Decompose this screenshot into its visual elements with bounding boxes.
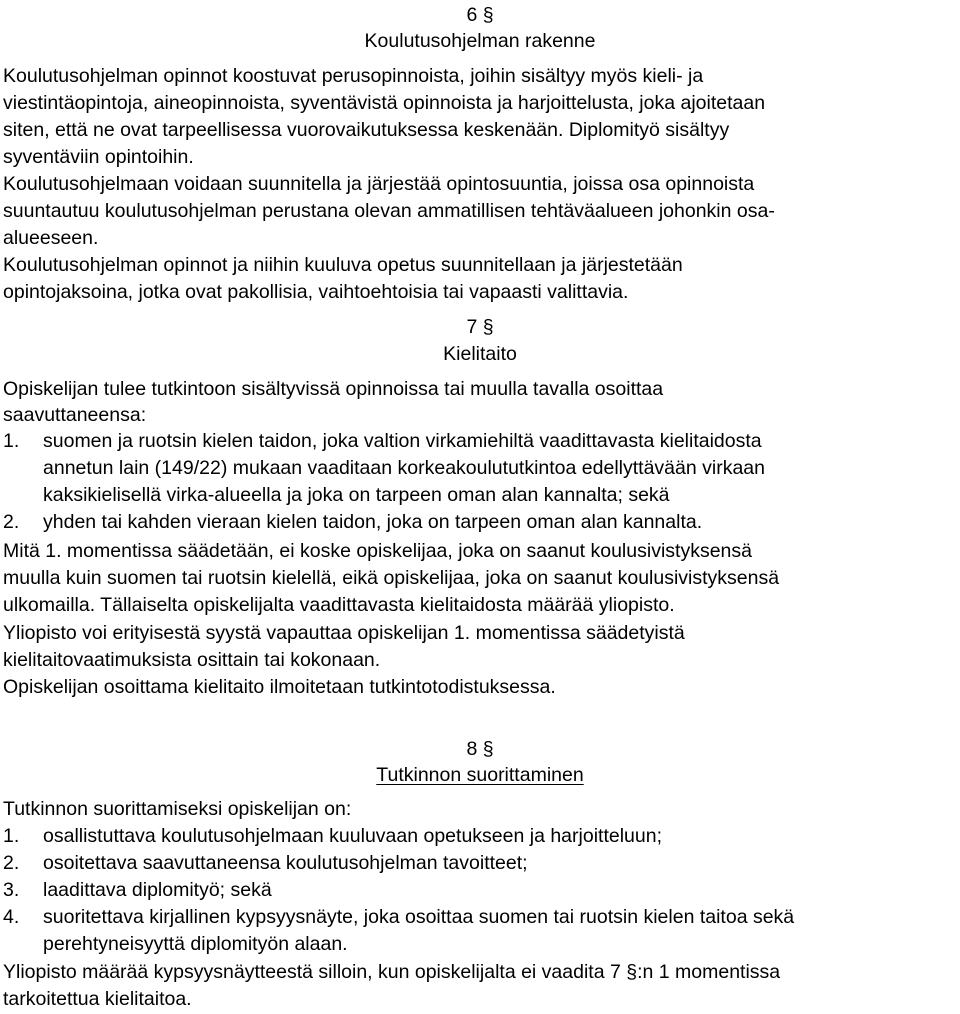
list-item-line: suomen ja ruotsin kielen taidon, joka valtion virkamiehiltä vaadittavasta kielitaidosta xyxy=(43,430,762,452)
section-7-intro-line-2: saavuttaneensa: xyxy=(3,404,147,426)
section-8-after-line-1: Yliopisto määrää kypsyysnäytteestä silloin, kun opiskelijalta ei vaadita 7 §:n 1 momentissa xyxy=(3,961,781,983)
list-item-line: kaksikielisellä virka-alueella ja joka on tarpeen oman alan kannalta; sekä xyxy=(43,484,670,506)
list-number: 2. xyxy=(3,511,20,533)
section-7-after-line-4: Yliopisto voi erityisestä syystä vapauttaa opiskelijan 1. momentissa säädetyistä xyxy=(3,622,685,644)
list-item-line: laadittava diplomityö; sekä xyxy=(43,879,272,901)
list-number: 1. xyxy=(3,825,20,847)
section-8-intro: Tutkinnon suorittamiseksi opiskelijan on: xyxy=(3,798,352,820)
section-8-number: 8 § xyxy=(466,738,494,760)
section-7-after-line-5: kielitaitovaatimuksista osittain tai kokonaan. xyxy=(3,649,381,671)
section-7-intro-line-1: Opiskelijan tulee tutkintoon sisältyvissä opinnoissa tai muulla tavalla osoittaa xyxy=(3,378,664,400)
list-item-line: perehtyneisyyttä diplomityön alaan. xyxy=(43,933,348,955)
list-item-line: osoitettava saavuttaneensa koulutusohjelman tavoitteet; xyxy=(43,852,528,874)
list-item-line: suoritettava kirjallinen kypsyysnäyte, joka osoittaa suomen tai ruotsin kielen taitoa sekä xyxy=(43,906,795,928)
section-7-item-1 xyxy=(3,428,943,508)
section-6-line-6: suuntautuu koulutusohjelman perustana olevan ammatillisen tehtäväalueen johonkin osa- xyxy=(3,200,775,222)
section-6-line-2: viestintäopintoja, aineopinnoista, syventävistä opinnoista ja harjoittelusta, joka ajoitetaan xyxy=(3,92,766,114)
section-8-item-4 xyxy=(3,904,958,958)
section-8-after-line-2: tarkoitettua kielitaitoa. xyxy=(3,988,192,1010)
section-6-line-4: syventäviin opintoihin. xyxy=(3,146,194,168)
section-7-item-2 xyxy=(3,509,943,535)
section-7-after-line-2: muulla kuin suomen tai ruotsin kielellä, eikä opiskelijaa, joka on saanut koulusivistyksensä xyxy=(3,567,780,589)
section-8-item-2 xyxy=(3,850,943,876)
list-number: 1. xyxy=(3,430,20,452)
section-6-line-5: Koulutusohjelmaan voidaan suunnitella ja järjestää opintosuuntia, joissa osa opinnoista xyxy=(3,173,755,195)
section-8-item-1 xyxy=(3,823,943,849)
list-number: 3. xyxy=(3,879,20,901)
section-6-line-3: siten, että ne ovat tarpeellisessa vuorovaikutuksessa keskenään. Diplomityö sisältyy xyxy=(3,119,730,141)
list-item-line: osallistuttava koulutusohjelmaan kuuluvaan opetukseen ja harjoitteluun; xyxy=(43,825,662,847)
section-6-line-1: Koulutusohjelman opinnot koostuvat perusopinnoista, joihin sisältyy myös kieli- ja xyxy=(3,65,704,87)
list-number: 2. xyxy=(3,852,20,874)
section-8-item-3 xyxy=(3,877,943,903)
section-6-number: 6 § xyxy=(466,4,494,26)
section-6-line-9: opintojaksoina, jotka ovat pakollisia, vaihtoehtoisia tai vapaasti valittavia. xyxy=(3,281,629,303)
section-7-after-line-3: ulkomailla. Tällaiselta opiskelijalta vaadittavasta kielitaidosta määrää yliopisto. xyxy=(3,594,675,616)
list-item-line: annetun lain (149/22) mukaan vaaditaan korkeakoulututkintoa edellyttävään virkaan xyxy=(43,457,765,479)
section-7-after-line-6: Opiskelijan osoittama kielitaito ilmoitetaan tutkintotodistuksessa. xyxy=(3,676,556,698)
section-7-number: 7 § xyxy=(466,316,494,338)
section-7-after-line-1: Mitä 1. momentissa säädetään, ei koske opiskelijaa, joka on saanut koulusivistyksensä xyxy=(3,540,752,562)
list-number: 4. xyxy=(3,906,20,928)
section-6-title: Koulutusohjelman rakenne xyxy=(364,30,596,52)
section-8-title: Tutkinnon suorittaminen xyxy=(376,764,584,786)
list-item-line: yhden tai kahden vieraan kielen taidon, joka on tarpeen oman alan kannalta. xyxy=(43,511,703,533)
section-7-title: Kielitaito xyxy=(443,343,517,365)
section-6-line-8: Koulutusohjelman opinnot ja niihin kuuluva opetus suunnitellaan ja järjestetään xyxy=(3,254,683,276)
section-6-line-7: alueeseen. xyxy=(3,227,99,249)
